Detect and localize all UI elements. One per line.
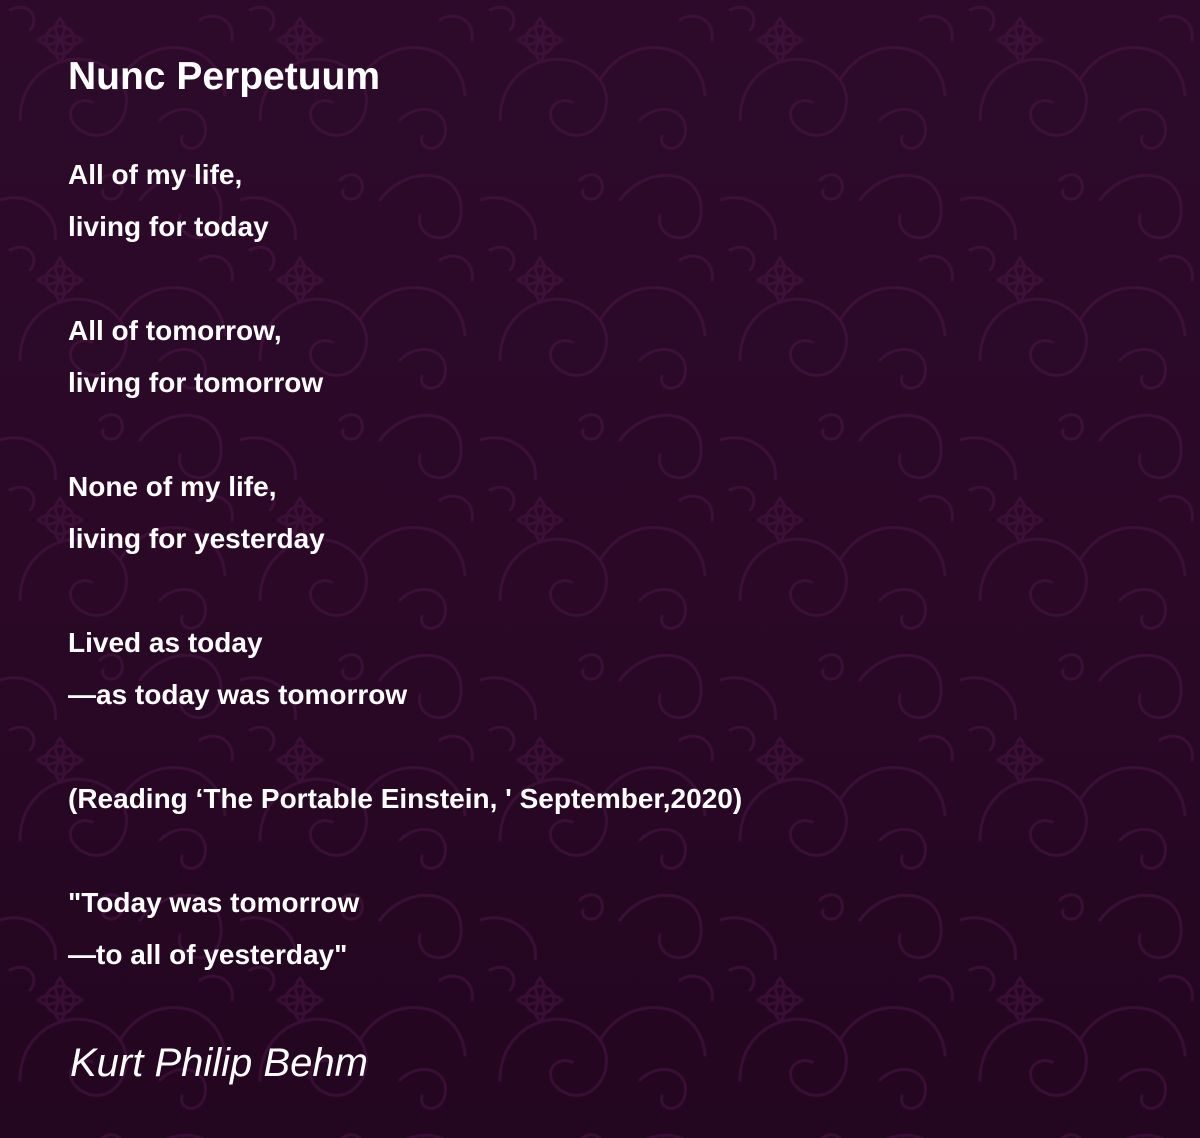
poem-title: Nunc Perpetuum bbox=[68, 55, 381, 98]
poem-line: —to all of yesterday" bbox=[68, 939, 348, 970]
poem-line: "Today was tomorrow bbox=[68, 887, 360, 918]
poem-line: (Reading ‘The Portable Einstein, ' September,2020) bbox=[68, 783, 743, 814]
poem-line: —as today was tomorrow bbox=[68, 679, 408, 710]
poem-author: Kurt Philip Behm bbox=[70, 1041, 368, 1085]
poem-line: All of my life, bbox=[68, 159, 243, 190]
poem-line: Lived as today bbox=[68, 627, 263, 658]
poem-line: living for yesterday bbox=[68, 523, 325, 554]
poem-line: living for tomorrow bbox=[68, 367, 324, 398]
poem-line: living for today bbox=[68, 211, 269, 242]
poem-line: None of my life, bbox=[68, 471, 277, 502]
poem-line: All of tomorrow, bbox=[68, 315, 282, 346]
